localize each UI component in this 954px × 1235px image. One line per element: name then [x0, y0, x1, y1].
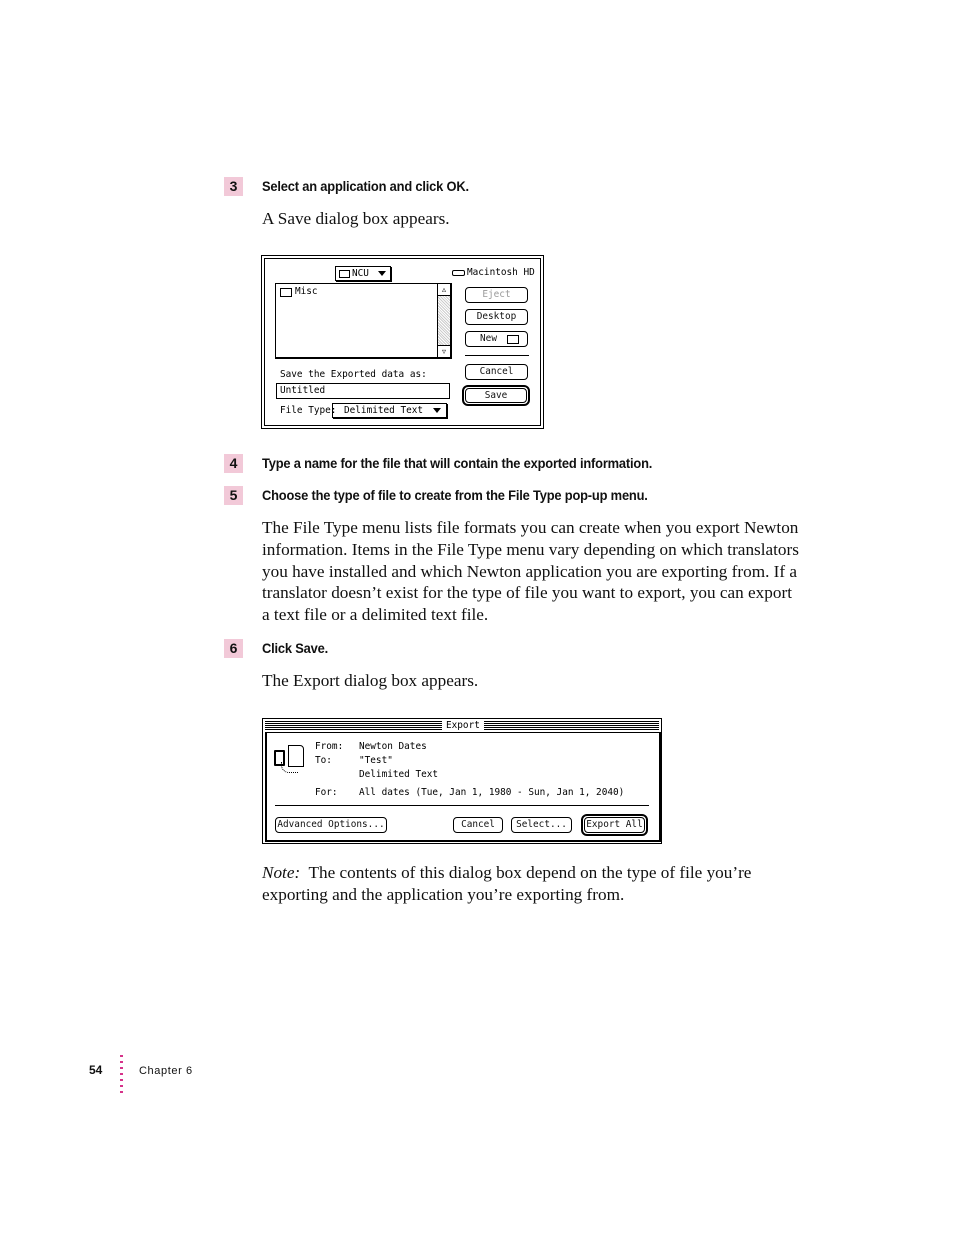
triangle-down-icon — [378, 271, 386, 276]
step-heading-6: Click Save. — [262, 640, 329, 656]
for-value: All dates (Tue, Jan 1, 1980 - Sun, Jan 1, 2040) — [359, 787, 625, 798]
triangle-down-icon — [433, 408, 441, 413]
filename-value: Untitled — [280, 385, 326, 396]
disk-name: Macintosh HD — [467, 267, 535, 278]
footer-dotted-rule — [120, 1055, 123, 1093]
step-number-3: 3 — [224, 177, 243, 196]
folder-icon — [280, 288, 292, 297]
from-label: From: — [315, 741, 344, 752]
export-dialog — [262, 718, 662, 844]
scroll-up-icon[interactable]: ▵ — [438, 284, 450, 296]
divider — [465, 355, 529, 356]
folder-icon — [339, 270, 350, 278]
filename-field[interactable] — [276, 383, 450, 399]
page-number: 54 — [89, 1063, 103, 1077]
select-button[interactable]: Select... — [511, 817, 572, 833]
note-paragraph — [262, 862, 782, 906]
save-prompt-label: Save the Exported data as: — [280, 369, 427, 380]
chapter-label: Chapter 6 — [139, 1065, 193, 1077]
file-type-popup[interactable] — [332, 403, 447, 418]
folder-popup[interactable] — [335, 266, 391, 281]
note-text: The contents of this dialog box depend on the type of file you’re exporting and the application you’re exporting from. — [262, 863, 752, 904]
advanced-options-button[interactable]: Advanced Options... — [275, 817, 387, 833]
eject-button[interactable]: Eject — [465, 287, 528, 303]
file-type-value: Delimited Text — [344, 405, 424, 416]
paragraph-save-appears: A Save dialog box appears. — [262, 209, 450, 228]
new-label: New — [480, 333, 497, 344]
paragraph-export-appears: The Export dialog box appears. — [262, 671, 479, 690]
step-heading-4: Type a name for the file that will contain the exported information. — [262, 455, 653, 471]
list-scrollbar[interactable] — [437, 284, 450, 357]
folder-popup-label: NCU — [352, 268, 369, 279]
save-dialog — [261, 255, 544, 429]
list-item-label: Misc — [295, 286, 318, 297]
cancel-button[interactable]: Cancel — [465, 364, 528, 380]
step-number-6: 6 — [224, 639, 243, 658]
for-label: For: — [315, 787, 338, 798]
transfer-arrow-icon — [281, 762, 298, 773]
from-value: Newton Dates — [359, 741, 427, 752]
to-value-name: "Test" — [359, 755, 393, 766]
save-button[interactable]: Save — [465, 388, 527, 403]
to-label: To: — [315, 755, 332, 766]
step-heading-3: Select an application and click OK. — [262, 178, 469, 194]
paragraph-file-type: The File Type menu lists file formats you can create when you export Newton information. Items in the File Type menu vary depending on which translators you have installed and which Newton application you are exporting from. If a translator doesn’t exist for the type of file you want to export, you can export a text file or a delimited text file. — [262, 518, 799, 625]
list-item[interactable] — [279, 286, 429, 298]
file-type-label: File Type: — [280, 405, 337, 416]
file-list[interactable] — [275, 283, 452, 359]
export-all-button[interactable]: Export All — [584, 817, 645, 833]
disk-icon — [452, 270, 465, 276]
note-label: Note: — [262, 863, 301, 882]
new-folder-icon — [507, 335, 519, 344]
export-title: Export — [442, 720, 484, 731]
to-value-type: Delimited Text — [359, 769, 439, 780]
desktop-button[interactable]: Desktop — [465, 309, 528, 325]
step-number-5: 5 — [224, 486, 243, 505]
step-number-4: 4 — [224, 454, 243, 473]
divider — [275, 805, 649, 806]
new-folder-button[interactable] — [465, 331, 528, 347]
scroll-down-icon[interactable]: ▿ — [438, 345, 450, 357]
step-heading-5: Choose the type of file to create from the File Type pop-up menu. — [262, 487, 648, 503]
cancel-button[interactable]: Cancel — [453, 817, 503, 833]
